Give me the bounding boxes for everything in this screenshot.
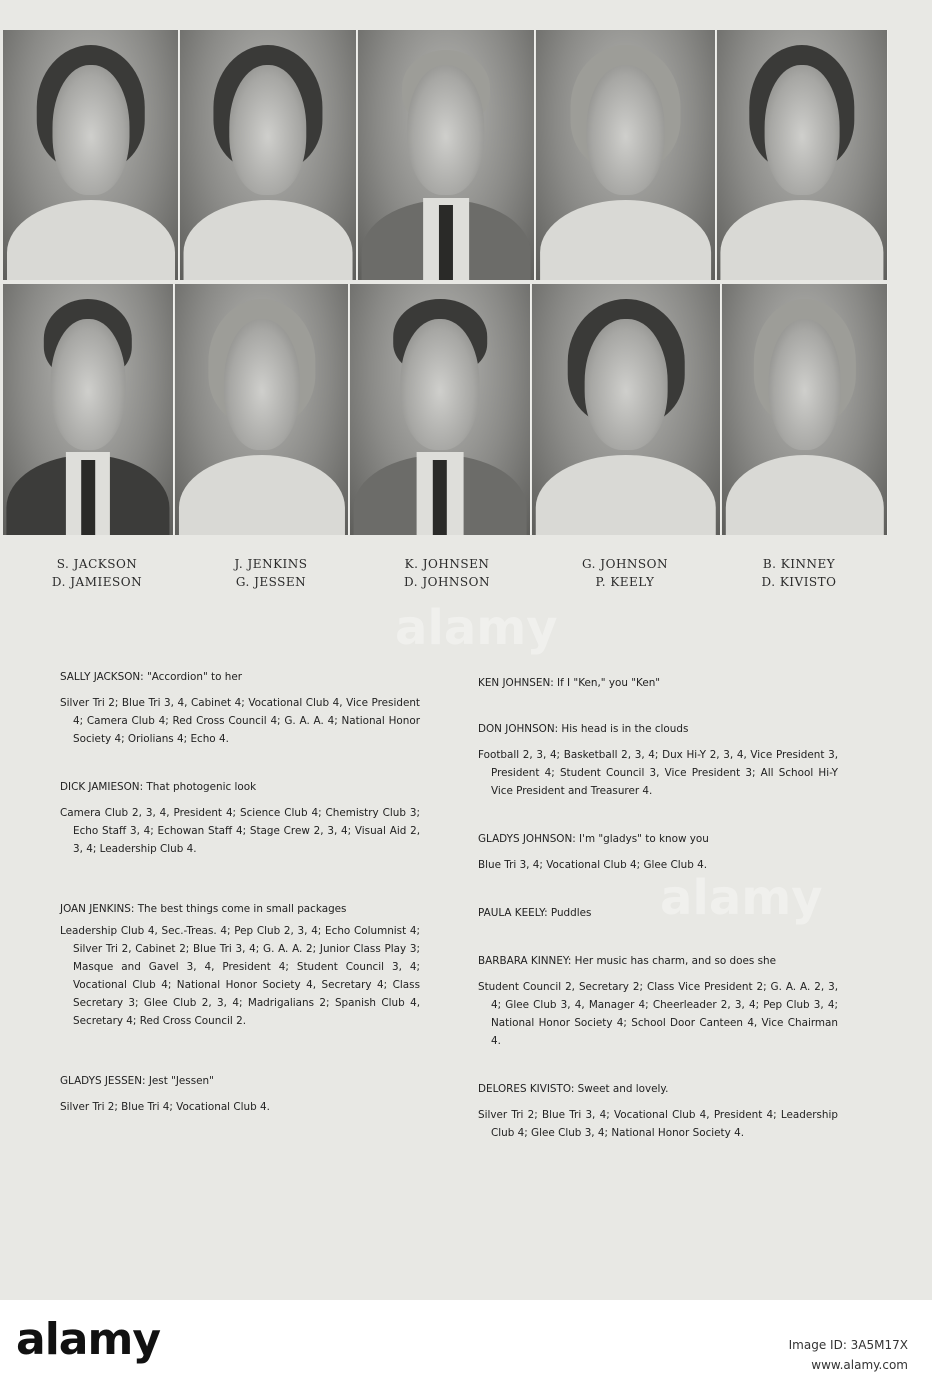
entry-heading: PAULA KEELY: Puddles bbox=[478, 907, 592, 919]
entry-gladys-jessen bbox=[60, 1072, 420, 1116]
portrait-g-jessen bbox=[175, 284, 349, 535]
portrait-d-kivisto bbox=[722, 284, 888, 535]
entry-heading: SALLY JACKSON: "Accordion" to her bbox=[60, 671, 243, 683]
entry-activities: Camera Club 2, 3, 4, President 4; Science Club 4; Chemistry Club 3; Echo Staff 3, 4; Echowan Staff 4; Stage Crew 2, 3, 4; Visual Aid 2, 3, 4; Leadership Club 4. bbox=[60, 807, 420, 855]
caption-bottom: G. JESSEN bbox=[235, 575, 307, 589]
portrait-d-johnson bbox=[350, 284, 531, 535]
entry-dick-jamieson bbox=[60, 778, 420, 858]
caption-col-4 bbox=[545, 555, 705, 591]
name-captions bbox=[0, 555, 932, 595]
entry-heading: KEN JOHNSEN: If I "Ken," you "Ken" bbox=[478, 677, 661, 689]
left-column bbox=[60, 668, 420, 1116]
entry-heading: DELORES KIVISTO: Sweet and lovely. bbox=[478, 1083, 669, 1095]
caption-bottom: D. JAMIESON bbox=[51, 575, 143, 589]
stock-url: www.alamy.com bbox=[811, 1358, 908, 1372]
entry-heading: GLADYS JOHNSON: I'm "gladys" to know you bbox=[478, 833, 709, 845]
portrait-k-johnsen bbox=[358, 30, 535, 280]
entry-activities: Leadership Club 4, Sec.-Treas. 4; Pep Club 2, 3, 4; Echo Columnist 4; Silver Tri 2, Cabinet 2; Blue Tri 3, 4; G. A. A. 2; Junior Class Play 3; Masque and Gavel 3, 4, President 4; Student Council 3, 4; Vocational Club 4; National Honor Society 4, Secretary 4; Class Secretary 3; Glee Club 2, 3, 4; Madrigalians 2; Spanish Club 4, Secretary 4; Red Cross Council 2. bbox=[60, 925, 420, 1027]
portrait-grid bbox=[0, 30, 890, 535]
entry-joan-jenkins bbox=[60, 900, 420, 1030]
portrait-s-jackson bbox=[3, 30, 179, 280]
caption-top: S. JACKSON bbox=[56, 557, 138, 571]
portrait-b-kinney bbox=[717, 30, 888, 280]
caption-top: G. JOHNSON bbox=[582, 557, 668, 571]
image-id: Image ID: 3A5M17X bbox=[788, 1338, 908, 1352]
entry-heading: GLADYS JESSEN: Jest "Jessen" bbox=[60, 1075, 214, 1087]
entry-heading: JOAN JENKINS: The best things come in small packages bbox=[60, 903, 347, 915]
portrait-j-jenkins bbox=[180, 30, 357, 280]
caption-bottom: D. KIVISTO bbox=[761, 575, 837, 589]
watermark-mid-left: alamy bbox=[395, 600, 558, 656]
caption-top: B. KINNEY bbox=[762, 557, 836, 571]
entry-activities: Silver Tri 2; Blue Tri 3, 4; Vocational Club 4, President 4; Leadership Club 4; Glee Club 3, 4; National Honor Society 4. bbox=[478, 1109, 838, 1139]
entry-sally-jackson bbox=[60, 668, 420, 748]
caption-bottom: P. KEELY bbox=[595, 575, 655, 589]
caption-top: K. JOHNSEN bbox=[404, 557, 490, 571]
watermark-mid-right: alamy bbox=[660, 870, 823, 926]
entry-activities: Silver Tri 2; Blue Tri 4; Vocational Club 4. bbox=[60, 1101, 270, 1113]
entry-delores-kivisto bbox=[478, 1080, 838, 1142]
caption-col-3 bbox=[367, 555, 527, 591]
entry-don-johnson bbox=[478, 720, 838, 800]
entry-activities: Football 2, 3, 4; Basketball 2, 3, 4; Dux Hi-Y 2, 3, 4, Vice President 3, President 4; Student Council 3, Vice President 3; All School Hi-Y Vice President and Treasurer 4. bbox=[478, 749, 838, 797]
entry-heading: DON JOHNSON: His head is in the clouds bbox=[478, 723, 689, 735]
right-column bbox=[478, 674, 838, 1142]
entry-activities: Blue Tri 3, 4; Vocational Club 4; Glee Club 4. bbox=[478, 859, 708, 871]
entry-gladys-johnson bbox=[478, 830, 838, 874]
entry-activities: Student Council 2, Secretary 2; Class Vice President 2; G. A. A. 2, 3, 4; Glee Club 3, 4, Manager 4; Cheerleader 2, 3, 4; Pep Club 3, 4; National Honor Society 4; School Door Canteen 4, Vice Chairman 4. bbox=[478, 981, 838, 1047]
entry-ken-johnsen bbox=[478, 674, 838, 692]
caption-col-5 bbox=[719, 555, 879, 591]
entry-activities: Silver Tri 2; Blue Tri 3, 4, Cabinet 4; Vocational Club 4, Vice President 4; Camera Club 4; Red Cross Council 4; G. A. A. 4; National Honor Society 4; Oriolians 4; Echo 4. bbox=[60, 697, 420, 745]
caption-col-1 bbox=[17, 555, 177, 591]
caption-top: J. JENKINS bbox=[234, 557, 308, 571]
caption-col-2 bbox=[191, 555, 351, 591]
entry-heading: DICK JAMIESON: That photogenic look bbox=[60, 781, 257, 793]
portrait-p-keely bbox=[532, 284, 721, 535]
portrait-d-jamieson bbox=[3, 284, 174, 535]
entry-heading: BARBARA KINNEY: Her music has charm, and so does she bbox=[478, 955, 776, 967]
alamy-logo: alamy bbox=[16, 1314, 160, 1365]
entry-paula-keely bbox=[478, 904, 838, 922]
portrait-g-johnson bbox=[536, 30, 716, 280]
caption-bottom: D. JOHNSON bbox=[404, 575, 490, 589]
entry-barbara-kinney bbox=[478, 952, 838, 1050]
